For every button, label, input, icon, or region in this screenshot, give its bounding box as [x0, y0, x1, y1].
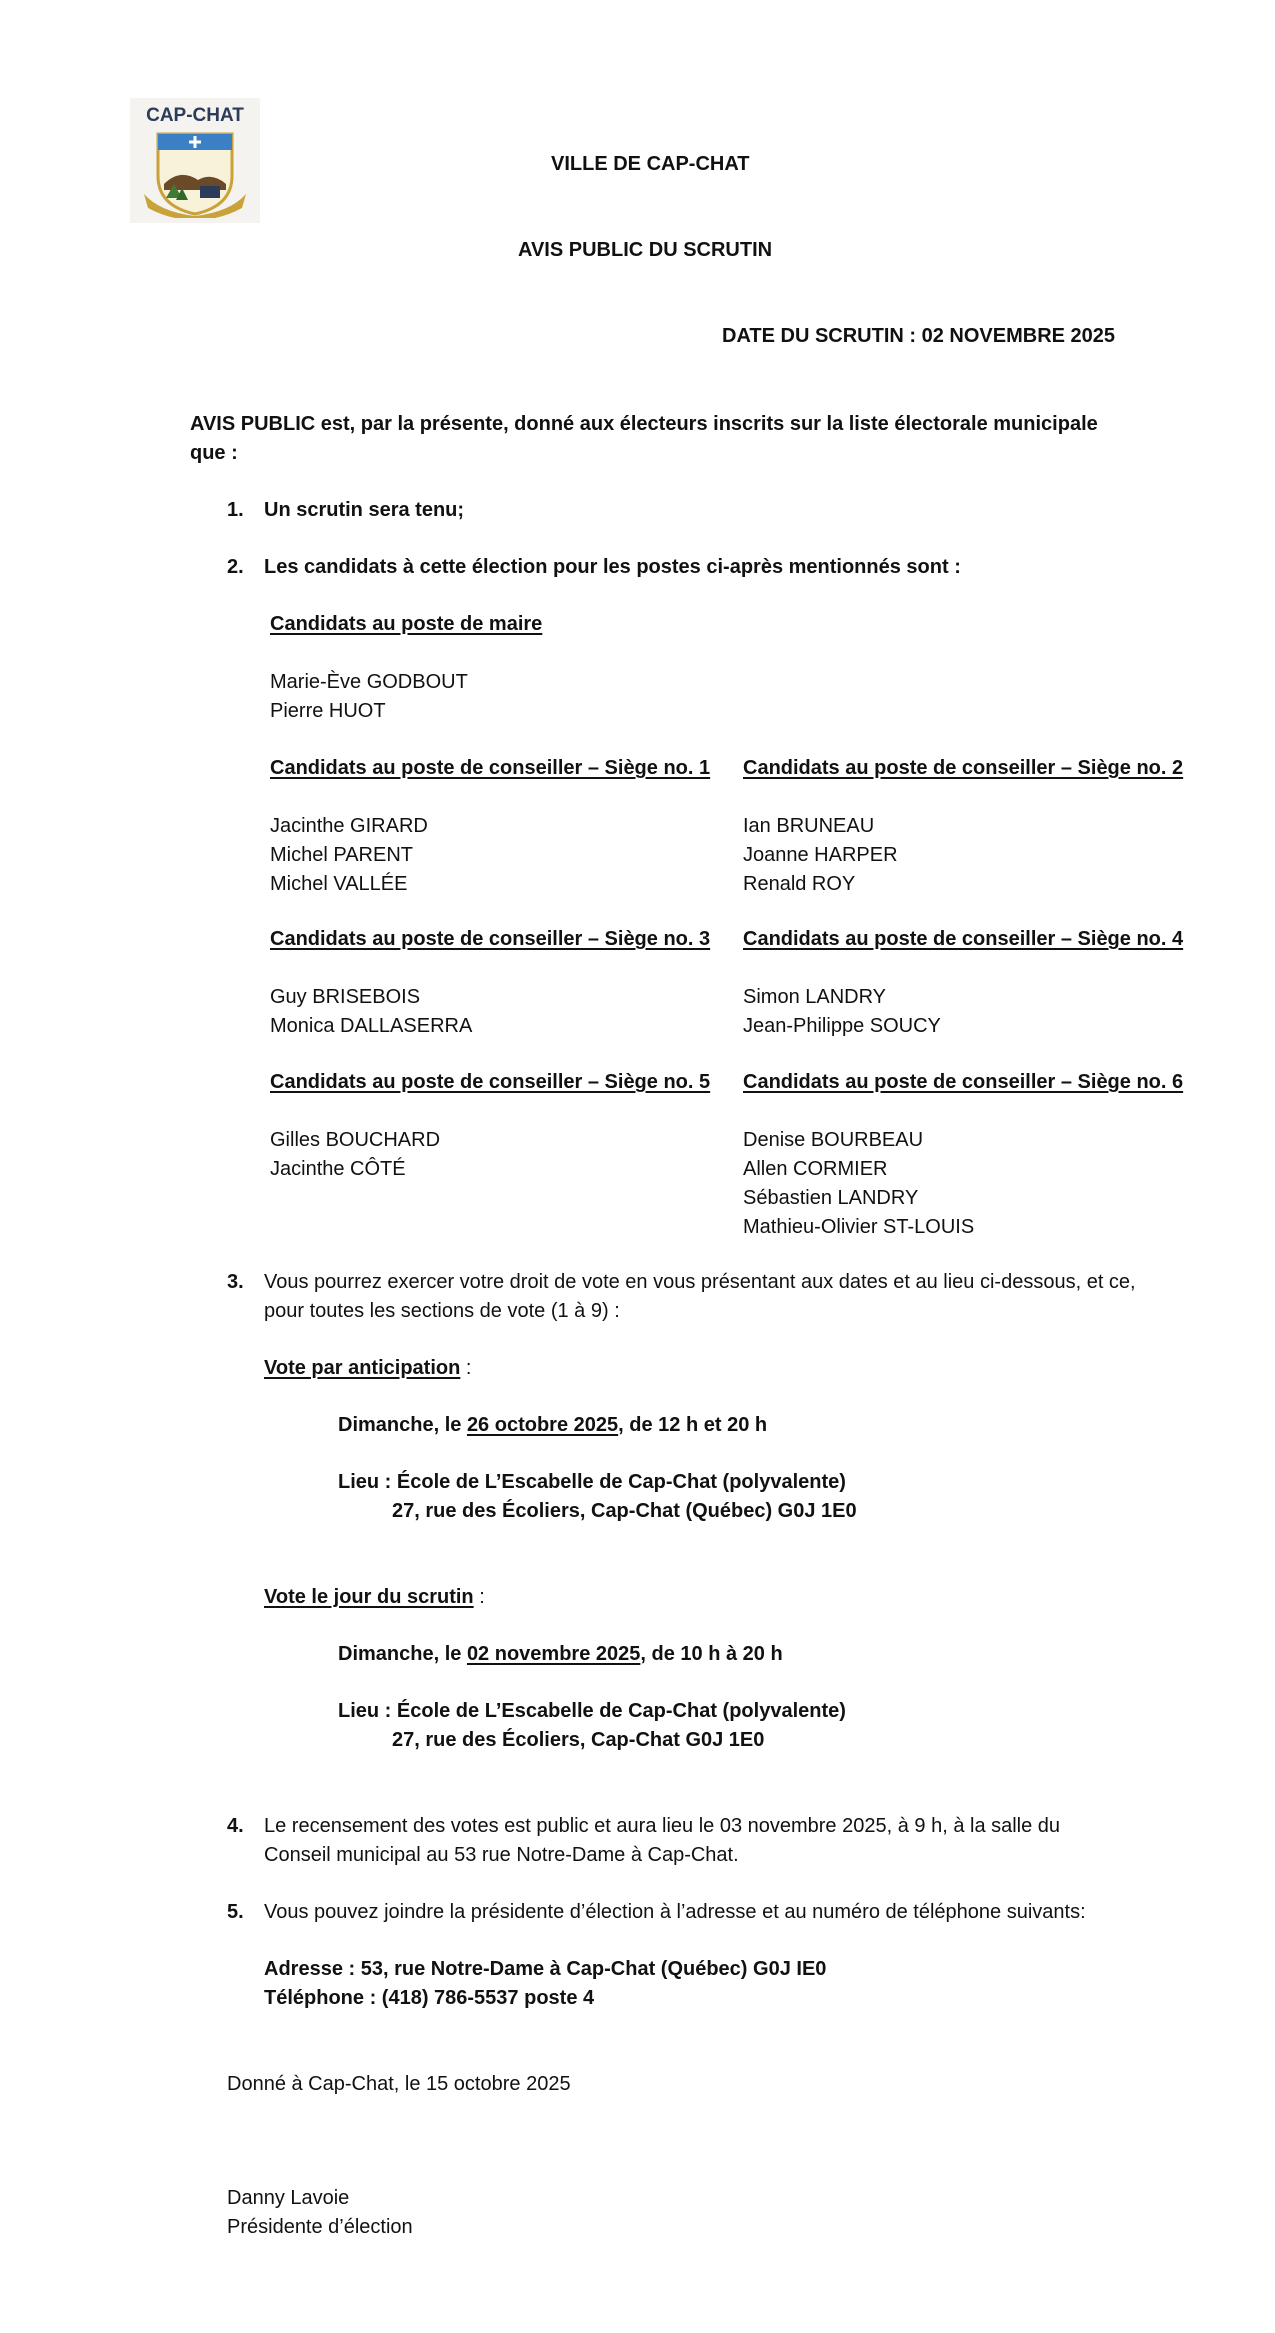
seat-3-candidates [270, 925, 710, 1041]
seat-4-heading: Candidats au poste de conseiller – Siège no. 4 [743, 928, 1184, 950]
advance-vote-date: Dimanche, le 26 octobre 2025, de 12 h et 20 h [338, 1414, 768, 1436]
intro-line-2: que : [190, 442, 238, 464]
advance-vote-heading: Vote par anticipation : [264, 1357, 472, 1379]
logo-text: CAP-CHAT [146, 105, 244, 126]
election-day-heading: Vote le jour du scrutin : [264, 1586, 485, 1608]
candidate-name: Guy BRISEBOIS [270, 986, 421, 1008]
seat-6-heading: Candidats au poste de conseiller – Siège no. 6 [743, 1071, 1184, 1093]
item-number-4: 4. [227, 1815, 244, 1837]
advance-vote-address: 27, rue des Écoliers, Cap-Chat (Québec) G0J 1E0 [392, 1500, 857, 1522]
election-date: DATE DU SCRUTIN : 02 NOVEMBRE 2025 [722, 325, 1116, 347]
signatory-name: Danny Lavoie [227, 2187, 350, 2209]
candidate-name: Marie-Ève GODBOUT [270, 671, 468, 693]
item-number-3: 3. [227, 1271, 244, 1293]
item-number-2: 2. [227, 556, 244, 578]
candidate-name: Jacinthe GIRARD [270, 815, 428, 837]
candidate-name: Pierre HUOT [270, 700, 386, 722]
seat-5-heading: Candidats au poste de conseiller – Siège no. 5 [270, 1071, 711, 1093]
candidate-name: Monica DALLASERRA [270, 1015, 473, 1037]
candidate-name: Michel PARENT [270, 844, 413, 866]
contact-block [264, 1955, 826, 2013]
item-number-5: 5. [227, 1901, 244, 1923]
mayor-heading: Candidats au poste de maire [270, 613, 543, 635]
candidate-name: Renald ROY [743, 873, 856, 895]
election-day-address: 27, rue des Écoliers, Cap-Chat G0J 1E0 [392, 1729, 765, 1751]
candidate-name: Denise BOURBEAU [743, 1129, 924, 1151]
candidate-name: Mathieu-Olivier ST-LOUIS [743, 1216, 975, 1238]
seat-3-heading: Candidats au poste de conseiller – Siège no. 3 [270, 928, 711, 950]
given-date: Donné à Cap-Chat, le 15 octobre 2025 [227, 2073, 571, 2095]
signatory-role: Présidente d’élection [227, 2216, 413, 2238]
election-day-place: Lieu : École de L’Escabelle de Cap-Chat (polyvalente) [338, 1700, 846, 1722]
seat-4-candidates [743, 925, 1183, 1041]
seat-5-candidates [270, 1068, 710, 1184]
signature-block [227, 2184, 413, 2242]
candidate-name: Allen CORMIER [743, 1158, 888, 1180]
candidate-name: Sébastien LANDRY [743, 1187, 919, 1209]
candidate-name: Gilles BOUCHARD [270, 1129, 441, 1151]
intro-lead: AVIS PUBLIC [190, 413, 316, 435]
contact-address: Adresse : 53, rue Notre-Dame à Cap-Chat (Québec) G0J IE0 [264, 1958, 827, 1980]
item-text-4: Le recensement des votes est public et aura lieu le 03 novembre 2025, à 9 h, à la salle du Conseil municipal au 53 rue Notre-Dame à Cap-Chat. [264, 1815, 1061, 1866]
seat-2-heading: Candidats au poste de conseiller – Siège no. 2 [743, 757, 1184, 779]
intro-line-1: AVIS PUBLIC est, par la présente, donné aux électeurs inscrits sur la liste électorale municipale [190, 413, 1098, 435]
seat-1-heading: Candidats au poste de conseiller – Siège no. 1 [270, 757, 711, 779]
candidate-name: Jacinthe CÔTÉ [270, 1158, 406, 1180]
city-logo [130, 98, 260, 223]
candidate-name: Joanne HARPER [743, 844, 898, 866]
seat-2-candidates [743, 754, 1183, 899]
item-text-5: Vous pouvez joindre la présidente d’élection à l’adresse et au numéro de téléphone suivants: [264, 1901, 1086, 1923]
item-text-2: Les candidats à cette élection pour les postes ci-après mentionnés sont : [264, 556, 961, 578]
contact-phone: Téléphone : (418) 786-5537 poste 4 [264, 1987, 595, 2009]
municipality-title: VILLE DE CAP-CHAT [551, 153, 750, 175]
coat-of-arms-icon [140, 128, 250, 218]
item-text-1: Un scrutin sera tenu; [264, 499, 465, 521]
item-number-1: 1. [227, 499, 244, 521]
seat-1-candidates [270, 754, 710, 899]
seat-6-candidates [743, 1068, 1183, 1242]
page-title: AVIS PUBLIC DU SCRUTIN [518, 239, 773, 261]
candidate-name: Ian BRUNEAU [743, 815, 875, 837]
candidate-name: Jean-Philippe SOUCY [743, 1015, 941, 1037]
candidate-name: Simon LANDRY [743, 986, 887, 1008]
candidate-name: Michel VALLÉE [270, 873, 408, 895]
item-text-3: Vous pourrez exercer votre droit de vote en vous présentant aux dates et au lieu ci-dessous, et ce, pour toutes les sections de vote (1 à 9) : [264, 1271, 1136, 1322]
mayor-candidates [270, 610, 542, 726]
intro-paragraph [190, 410, 1190, 468]
election-day-date: Dimanche, le 02 novembre 2025, de 10 h à 20 h [338, 1643, 783, 1665]
advance-vote-place: Lieu : École de L’Escabelle de Cap-Chat (polyvalente) [338, 1471, 846, 1493]
